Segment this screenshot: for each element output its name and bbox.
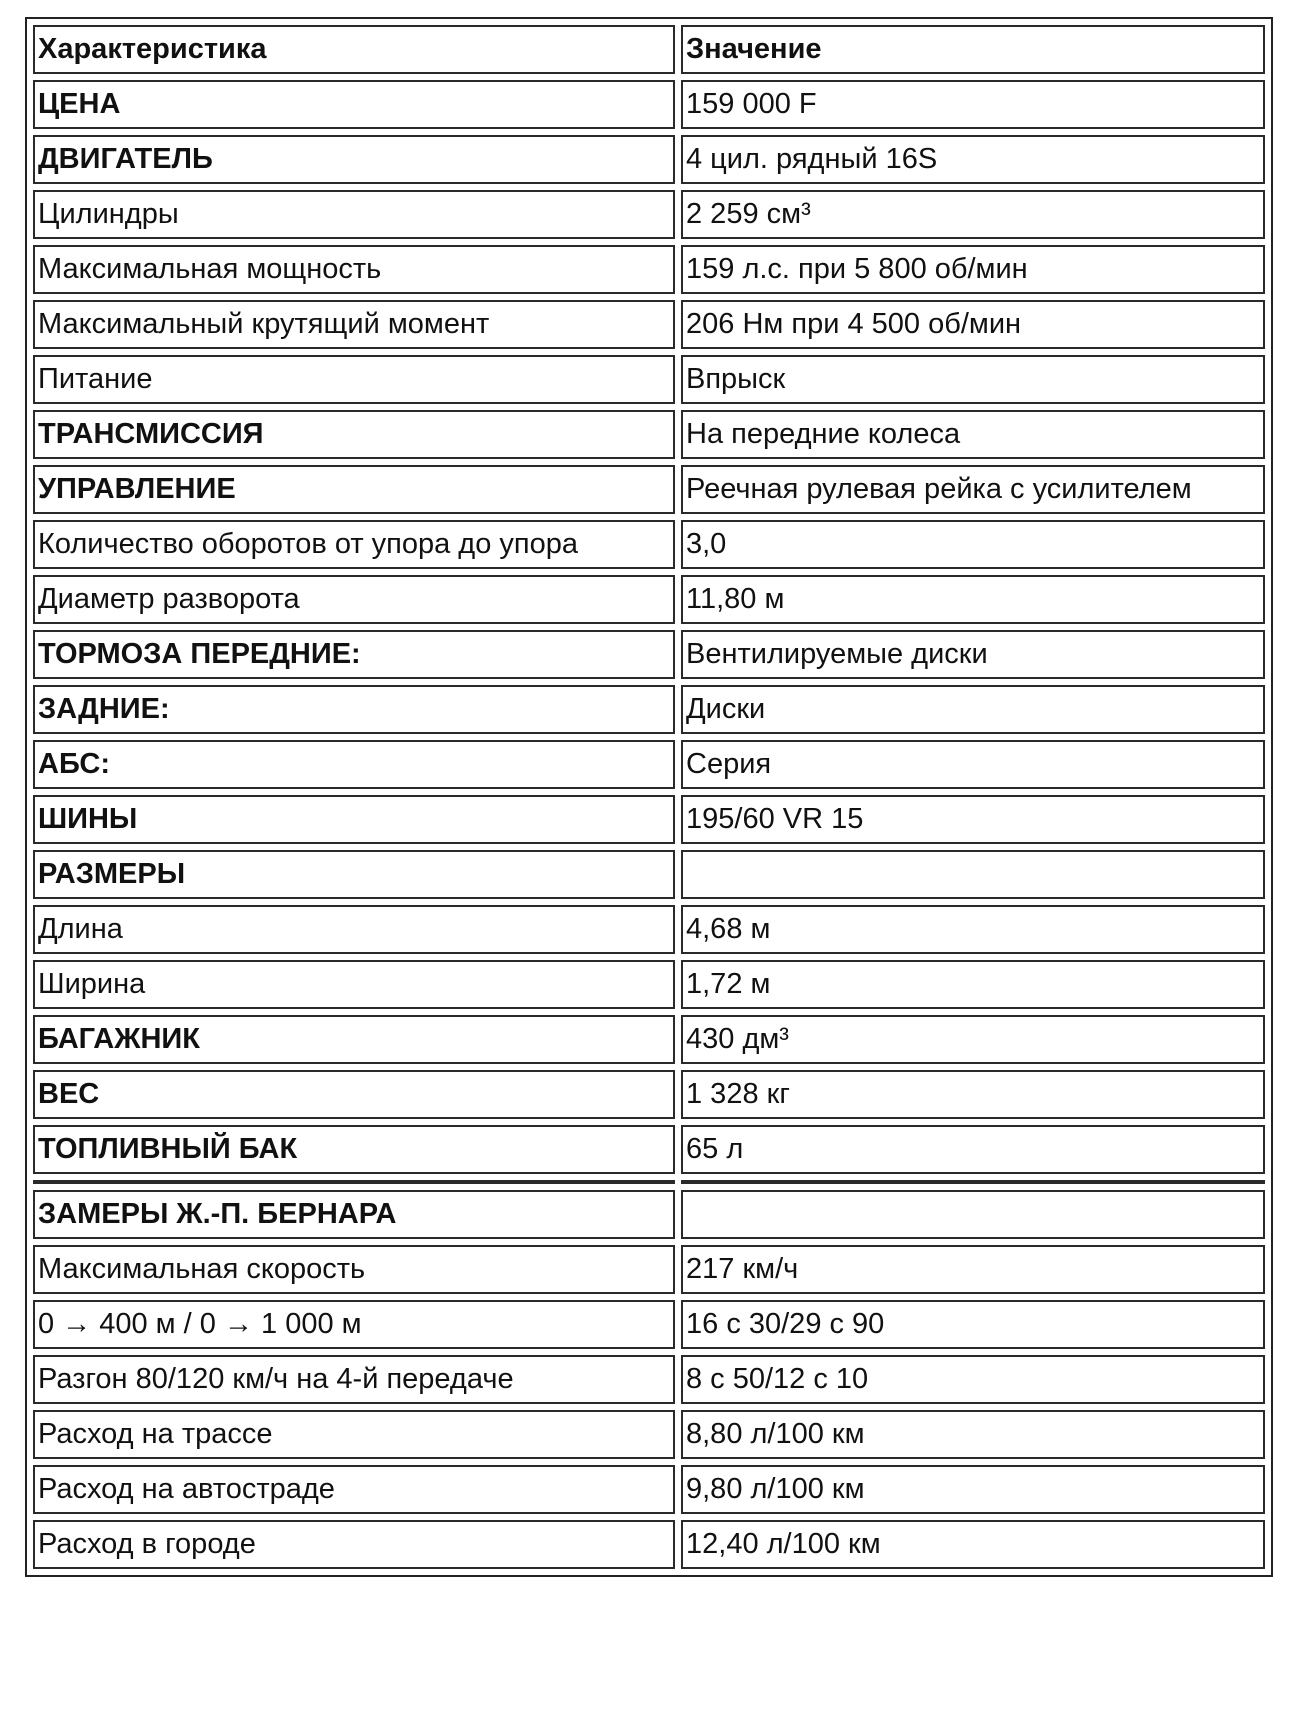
row-label: Ширина xyxy=(33,960,675,1009)
spec-sheet xyxy=(25,17,1273,1577)
table-row xyxy=(33,1245,1265,1294)
row-label: РАЗМЕРЫ xyxy=(33,850,675,899)
row-value: 159 л.с. при 5 800 об/мин xyxy=(681,245,1265,294)
row-value: 12,40 л/100 км xyxy=(681,1520,1265,1569)
row-value: Серия xyxy=(681,740,1265,789)
spacer-cell xyxy=(33,1180,675,1184)
row-label: Максимальный крутящий момент xyxy=(33,300,675,349)
row-label: ТОПЛИВНЫЙ БАК xyxy=(33,1125,675,1174)
row-value: 65 л xyxy=(681,1125,1265,1174)
row-label: Максимальная скорость xyxy=(33,1245,675,1294)
table-row xyxy=(33,960,1265,1009)
table-row xyxy=(33,575,1265,624)
table-row xyxy=(33,355,1265,404)
row-label: Цилиндры xyxy=(33,190,675,239)
row-label: Разгон 80/120 км/ч на 4-й передаче xyxy=(33,1355,675,1404)
row-value: 8 с 50/12 с 10 xyxy=(681,1355,1265,1404)
table-row xyxy=(33,1300,1265,1349)
row-label: Расход на трассе xyxy=(33,1410,675,1459)
table-row xyxy=(33,465,1265,514)
row-value: 4 цил. рядный 16S xyxy=(681,135,1265,184)
row-label: АБС: xyxy=(33,740,675,789)
table-row xyxy=(33,905,1265,954)
table-spacer-row xyxy=(33,1180,1265,1184)
table-row xyxy=(33,1465,1265,1514)
spec-table-body xyxy=(33,25,1265,1569)
row-value: 3,0 xyxy=(681,520,1265,569)
table-row xyxy=(33,1125,1265,1174)
row-label: ЦЕНА xyxy=(33,80,675,129)
table-row xyxy=(33,1520,1265,1569)
row-label: ДВИГАТЕЛЬ xyxy=(33,135,675,184)
row-value: 9,80 л/100 км xyxy=(681,1465,1265,1514)
row-label: ТОРМОЗА ПЕРЕДНИЕ: xyxy=(33,630,675,679)
row-value: 2 259 см³ xyxy=(681,190,1265,239)
row-value: 11,80 м xyxy=(681,575,1265,624)
table-row xyxy=(33,1015,1265,1064)
table-row xyxy=(33,1070,1265,1119)
row-value xyxy=(681,850,1265,899)
row-label: ШИНЫ xyxy=(33,795,675,844)
row-value: Вентилируемые диски xyxy=(681,630,1265,679)
row-value: 217 км/ч xyxy=(681,1245,1265,1294)
table-row xyxy=(33,1355,1265,1404)
row-label: Питание xyxy=(33,355,675,404)
row-value: 206 Нм при 4 500 об/мин xyxy=(681,300,1265,349)
row-label: УПРАВЛЕНИЕ xyxy=(33,465,675,514)
spacer-cell xyxy=(681,1180,1265,1184)
row-value: 195/60 VR 15 xyxy=(681,795,1265,844)
row-value xyxy=(681,1190,1265,1239)
table-row xyxy=(33,1410,1265,1459)
row-label: Количество оборотов от упора до упора xyxy=(33,520,675,569)
row-value: 430 дм³ xyxy=(681,1015,1265,1064)
table-row xyxy=(33,300,1265,349)
table-row xyxy=(33,740,1265,789)
row-label: Диаметр разворота xyxy=(33,575,675,624)
row-value: 1,72 м xyxy=(681,960,1265,1009)
row-label: ЗАДНИЕ: xyxy=(33,685,675,734)
row-label: Максимальная мощность xyxy=(33,245,675,294)
row-value: Впрыск xyxy=(681,355,1265,404)
row-value: 16 с 30/29 с 90 xyxy=(681,1300,1265,1349)
column-header-characteristic: Характеристика xyxy=(33,25,675,74)
row-value: Диски xyxy=(681,685,1265,734)
table-row xyxy=(33,135,1265,184)
row-label: 0 → 400 м / 0 → 1 000 м xyxy=(33,1300,675,1349)
row-label: Расход на автостраде xyxy=(33,1465,675,1514)
row-label: Длина xyxy=(33,905,675,954)
table-row xyxy=(33,685,1265,734)
row-label: ВЕС xyxy=(33,1070,675,1119)
table-row xyxy=(33,410,1265,459)
table-row xyxy=(33,1190,1265,1239)
row-value: 159 000 F xyxy=(681,80,1265,129)
row-value: На передние колеса xyxy=(681,410,1265,459)
table-row xyxy=(33,630,1265,679)
spec-table xyxy=(27,19,1271,1575)
table-row xyxy=(33,850,1265,899)
table-row xyxy=(33,245,1265,294)
row-value: 1 328 кг xyxy=(681,1070,1265,1119)
row-value: 8,80 л/100 км xyxy=(681,1410,1265,1459)
row-value: 4,68 м xyxy=(681,905,1265,954)
row-label: БАГАЖНИК xyxy=(33,1015,675,1064)
row-label: ТРАНСМИССИЯ xyxy=(33,410,675,459)
row-label: ЗАМЕРЫ Ж.-П. БЕРНАРА xyxy=(33,1190,675,1239)
column-header-value: Значение xyxy=(681,25,1265,74)
table-row xyxy=(33,190,1265,239)
row-label: Расход в городе xyxy=(33,1520,675,1569)
table-row xyxy=(33,520,1265,569)
table-row xyxy=(33,80,1265,129)
row-value: Реечная рулевая рейка с усилителем xyxy=(681,465,1265,514)
table-header-row xyxy=(33,25,1265,74)
table-row xyxy=(33,795,1265,844)
